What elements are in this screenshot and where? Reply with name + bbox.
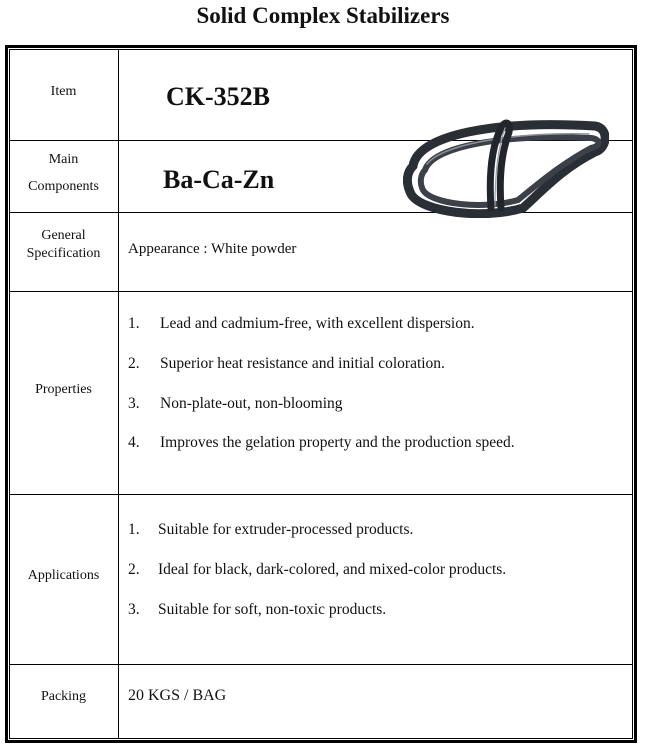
applications-item-number: 1. xyxy=(128,521,140,538)
product-photo xyxy=(403,108,609,218)
item-value: CK-352B xyxy=(166,82,270,111)
properties-item: Non-plate-out, non-blooming xyxy=(160,395,343,412)
general-spec-label-line2: Specification xyxy=(26,246,101,261)
row-divider xyxy=(10,664,632,665)
applications-item-number: 3. xyxy=(128,601,140,618)
properties-item-number: 3. xyxy=(128,395,140,412)
general-spec-label xyxy=(10,227,117,263)
properties-item: Lead and cadmium-free, with excellent dispersion. xyxy=(160,315,475,332)
properties-label: Properties xyxy=(35,382,92,397)
applications-item: Suitable for soft, non-toxic products. xyxy=(158,601,387,618)
main-components-value: Ba-Ca-Zn xyxy=(163,165,275,194)
applications-item: Ideal for black, dark-colored, and mixed-color products. xyxy=(158,561,507,578)
packing-value: 20 KGS / BAG xyxy=(128,687,227,704)
column-divider xyxy=(118,49,119,739)
properties-item-number: 1. xyxy=(128,315,140,332)
properties-item-number: 4. xyxy=(128,434,140,451)
properties-item: Superior heat resistance and initial coloration. xyxy=(160,355,445,372)
properties-item-number: 2. xyxy=(128,355,140,372)
general-spec-value: Appearance : White powder xyxy=(128,241,297,257)
main-components-label-line1: Main xyxy=(48,152,79,167)
packing-label: Packing xyxy=(40,689,87,704)
applications-item: Suitable for extruder-processed products. xyxy=(158,521,414,538)
main-components-label-line2: Components xyxy=(28,179,99,194)
properties-item: Improves the gelation property and the production speed. xyxy=(160,434,515,451)
applications-item-number: 2. xyxy=(128,561,140,578)
applications-label: Applications xyxy=(27,568,100,583)
item-label: Item xyxy=(50,84,77,99)
rubber-coil-loop xyxy=(490,123,509,208)
row-divider xyxy=(10,291,632,292)
row-divider xyxy=(10,494,632,495)
main-components-label xyxy=(10,146,117,200)
document-title: Solid Complex Stabilizers xyxy=(196,3,450,28)
general-spec-label-line1: General xyxy=(41,228,86,243)
